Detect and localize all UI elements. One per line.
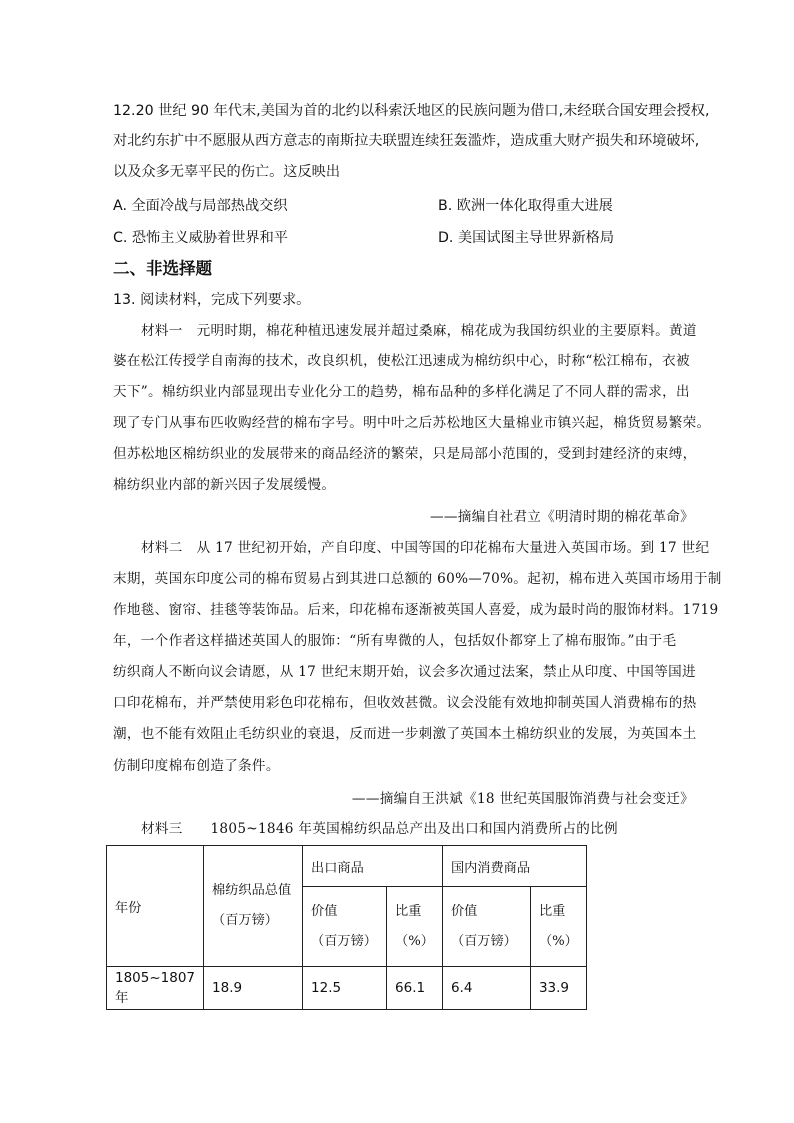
material2-line-7: 潮，也不能有效阻止毛纺织业的衰退，反而进一步刺激了英国本土棉纺织业的发展，为英国本土 [113,726,697,742]
header-total-line-2: （百万镑） [212,913,278,928]
material3-table [106,845,587,1010]
material1-line-3: 天下”。棉纺织业内部显现出专业化分工的趋势，棉布品种的多样化满足了不同人群的需求，出 [113,384,690,400]
export-value-unit: （百万镑） [311,933,377,949]
header-year: 年份 [107,846,204,967]
material2-line-2: 末期，英国东印度公司的棉布贸易占到其进口总额的 60%—70%。起初，棉布进入英国市场用于制 [113,571,722,587]
material1-source: ——摘编自社君立《明清时期的棉花革命》 [430,509,694,525]
row-export-value: 12.5 [303,967,387,1010]
header-total [204,846,303,967]
q12-option-b[interactable]: B. 欧洲一体化取得重大进展 [438,198,613,214]
material2-source: ——摘编自王洪斌《18 世纪英国服饰消费与社会变迁》 [351,791,694,807]
material1-line-5: 但苏松地区棉纺织业的发展带来的商品经济的繁荣，只是局部小范围的，受到封建经济的束缚， [113,446,697,462]
material3-caption: 材料三 1805~1846 年英国棉纺织品总产出及出口和国内消费所占的比例 [141,821,618,837]
header-domestic-value [442,887,530,967]
material2-line-8: 仿制印度棉布创造了条件。 [113,758,280,774]
domestic-ratio-unit: （%） [538,933,578,949]
material1-line-2: 婆在松江传授学自南海的技术，改良织机，使松江迅速成为棉纺织中心，时称“松江棉布，衣被 [113,353,690,369]
material2-line-6: 口印花棉布，并严禁使用彩色印花棉布，但收效甚微。议会没能有效地抑制英国人消费棉布的热 [113,695,697,711]
row-year: 1805~1807 年 [107,967,204,1010]
header-export: 出口商品 [303,846,443,887]
header-domestic: 国内消费商品 [442,846,586,887]
material1-line-4: 现了专门从事布匹收购经营的棉布字号。明中叶之后苏松地区大量棉业市镇兴起，棉货贸易繁荣。 [113,415,711,431]
q12-line-2: 对北约东扩中不愿服从西方意志的南斯拉夫联盟连续狂轰滥炸，造成重大财产损失和环境破坏, [113,133,700,149]
q12-line-1: 12.20 世纪 90 年代末,美国为首的北约以科索沃地区的民族问题为借口,未经联合国安理会授权, [113,103,710,119]
material2-line-5: 纺织商人不断向议会请愿，从 17 世纪末期开始，议会多次通过法案，禁止从印度、中国等国进 [113,664,696,680]
export-ratio-unit: （%） [395,933,434,949]
domestic-ratio-label: 比重 [538,903,566,919]
material1-line-6: 棉纺织业内部的新兴因子发展缓慢。 [113,477,336,493]
material2-line-4: 年，一个作者这样描述英国人的服饰：“所有卑微的人，包括奴仆都穿上了棉布服饰。”由于毛 [113,633,677,649]
header-total-line-1: 棉纺织品总值 [212,883,292,898]
domestic-value-label: 价值 [450,903,478,919]
q12-option-d[interactable]: D. 美国试图主导世界新格局 [438,230,615,246]
row-export-ratio: 66.1 [387,967,443,1010]
row-domestic-value: 6.4 [442,967,530,1010]
header-domestic-ratio [530,887,586,967]
q12-option-c[interactable]: C. 恐怖主义威胁着世界和平 [113,230,288,246]
section-title: 二、非选择题 [113,259,212,278]
row-total: 18.9 [204,967,303,1010]
row-domestic-ratio: 33.9 [530,967,586,1010]
q12-option-a[interactable]: A. 全面冷战与局部热战交织 [113,198,288,214]
q12-line-3: 以及众多无辜平民的伤亡。这反映出 [113,164,341,180]
header-export-ratio [387,887,443,967]
q13-stem: 13. 阅读材料，完成下列要求。 [113,292,311,308]
material2-line-1: 材料二 从 17 世纪初开始，产自印度、中国等国的印花棉布大量进入英国市场。到 17 世纪 [141,540,710,556]
export-ratio-label: 比重 [395,903,422,919]
material1-line-1: 材料一 元明时期，棉花种植迅速发展并超过桑麻，棉花成为我国纺织业的主要原料。黄道 [141,323,697,339]
domestic-value-unit: （百万镑） [450,933,517,949]
table-row [107,967,587,1010]
material2-line-3: 作地毯、窗帘、挂毯等装饰品。后来，印花棉布逐渐被英国人喜爱，成为最时尚的服饰材料。1719 [113,602,719,618]
export-value-label: 价值 [311,903,338,919]
header-export-value [303,887,387,967]
